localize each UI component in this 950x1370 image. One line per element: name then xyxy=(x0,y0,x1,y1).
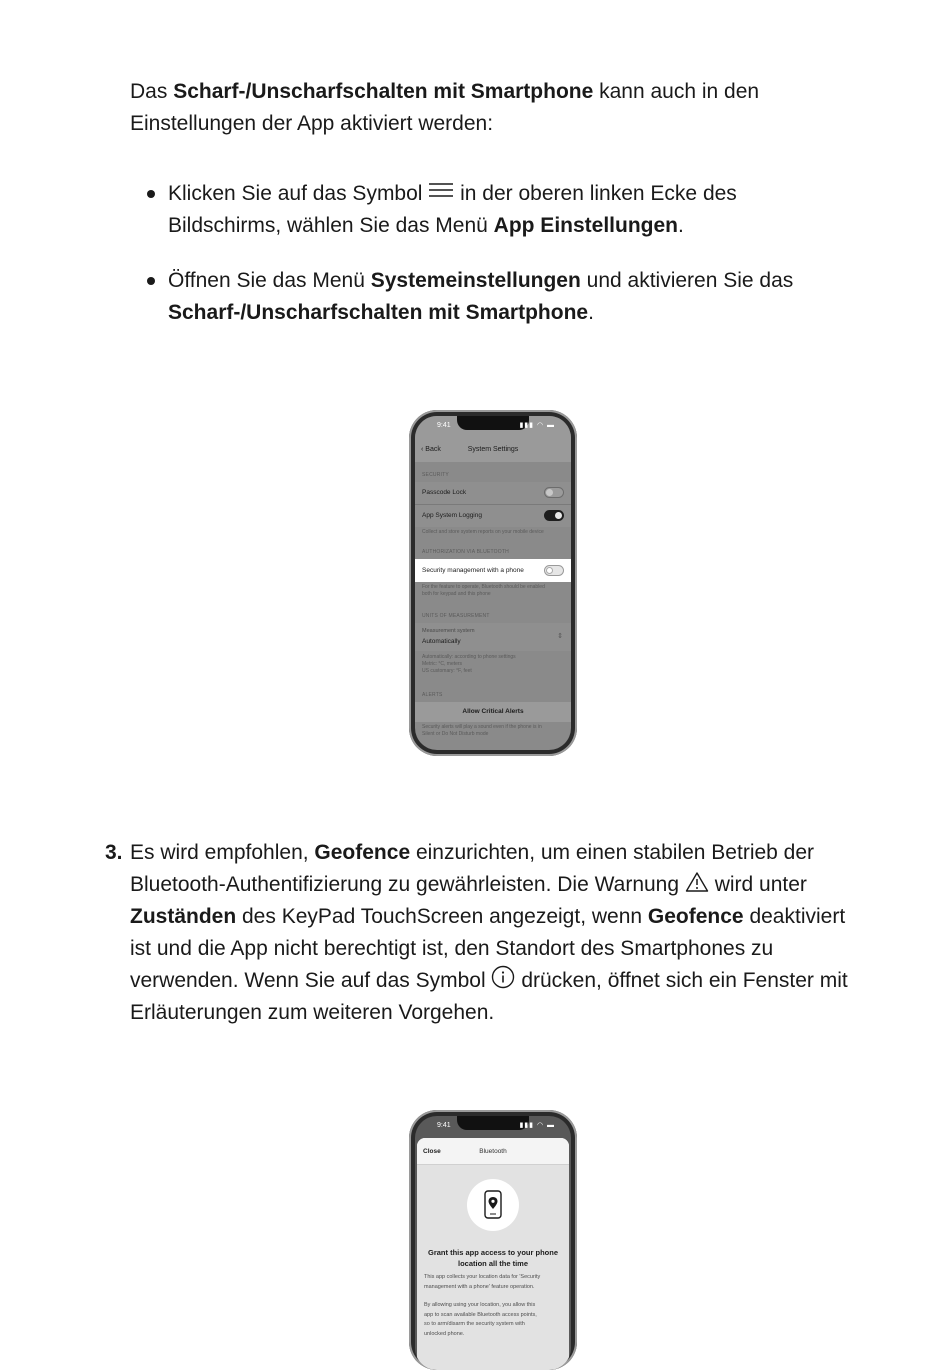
status-bar: 9:41 ▮▮▮ ◠ ▬ xyxy=(437,422,555,429)
section-header-security: SECURITY xyxy=(422,472,449,478)
app-logging-toggle[interactable] xyxy=(544,510,564,521)
close-button[interactable]: Close xyxy=(423,1148,441,1155)
nav-header xyxy=(415,446,571,458)
bluetooth-note: For the feature to operate, Bluetooth should be enabled both for keypad and this phone xyxy=(422,584,545,597)
step-3-line-1: Es wird empfohlen, Geofence einzurichten, um einen stabilen Betrieb der xyxy=(130,841,815,864)
modal-sheet xyxy=(417,1138,569,1370)
modal-title: Bluetooth xyxy=(479,1148,507,1155)
step-3-line-6: Erläuterungen zum weiteren Vorgehen. xyxy=(130,1001,495,1024)
passcode-lock-toggle[interactable] xyxy=(544,487,564,498)
step-3-line-3: Zuständen des KeyPad TouchScreen angezeigt, wenn Geofence deaktiviert xyxy=(130,905,846,928)
bullet-2-line-1: Öffnen Sie das Menü Systemeinstellungen und aktivieren Sie das xyxy=(168,269,794,292)
signal-battery-icon: ▮▮▮ ◠ ▬ xyxy=(519,422,555,429)
location-phone-icon xyxy=(467,1179,519,1231)
chevron-left-icon: ‹ xyxy=(421,446,424,453)
intro-line-2: Einstellungen der App aktiviert werden: xyxy=(130,112,494,135)
bullet-2-line-2: Scharf-/Unscharfschalten mit Smartphone. xyxy=(168,301,594,324)
passcode-lock-row[interactable]: Passcode Lock xyxy=(415,482,571,505)
units-note: Automatically: according to phone settings Metric: °C, meters US customary: °F, feet xyxy=(422,654,516,674)
phone-screen xyxy=(415,416,571,750)
app-logging-row[interactable]: App System Logging xyxy=(415,505,571,527)
menu-icon xyxy=(428,180,454,202)
allow-alerts-button[interactable]: Allow Critical Alerts xyxy=(415,702,571,722)
bullet-dot xyxy=(147,277,155,285)
info-icon xyxy=(491,965,515,989)
bullet-1-line-2: Bildschirms, wählen Sie das Menü App Einstellungen. xyxy=(168,214,684,237)
chevron-updown-icon: ⇕ xyxy=(557,633,563,640)
description-2: By allowing using your location, you allow this app to scan available Bluetooth access points, so to arm/disarm the security system with unlocked phone. xyxy=(424,1302,537,1337)
screen-title: System Settings xyxy=(467,446,519,453)
bullet-dot xyxy=(147,190,155,198)
section-header-units: UNITS OF MEASUREMENT xyxy=(422,613,490,619)
bullet-1-line-1: Klicken Sie auf das Symbol in der oberen linken Ecke des xyxy=(168,182,737,205)
phone-screen xyxy=(415,1116,571,1370)
phone-mockup-system-settings xyxy=(409,410,577,756)
security-mgmt-row[interactable]: Security management with a phone xyxy=(415,559,571,582)
section-header-auth: AUTHORIZATION VIA BLUETOOTH xyxy=(422,549,509,555)
modal-header xyxy=(417,1138,569,1165)
step-3-line-5: verwenden. Wenn Sie auf das Symbol drücken, öffnet sich ein Fenster mit xyxy=(130,965,848,997)
alerts-note: Security alerts will play a sound even if the phone is in Silent or Do Not Disturb mode xyxy=(422,724,542,737)
phone-mockup-bluetooth xyxy=(409,1110,577,1370)
step-3-line-2: Bluetooth-Authentifizierung zu gewährleisten. Die Warnung wird unter xyxy=(130,873,807,896)
step-3-number: 3. xyxy=(105,841,123,864)
measurement-row[interactable]: Measurement system Automatically ⇕ xyxy=(415,623,571,651)
intro-line-1: Das Scharf-/Unscharfschalten mit Smartphone kann auch in den xyxy=(130,80,760,103)
section-header-alerts: ALERTS xyxy=(422,692,443,698)
step-3-line-4: ist und die App nicht berechtigt ist, den Standort des Smartphones zu xyxy=(130,937,774,960)
logging-note: Collect and store system reports on your mobile device xyxy=(422,529,544,535)
signal-battery-icon: ▮▮▮ ◠ ▬ xyxy=(519,1122,555,1129)
security-mgmt-toggle[interactable] xyxy=(544,565,564,576)
warning-icon xyxy=(685,871,709,893)
grant-title: Grant this app access to your phone location all the time xyxy=(427,1248,559,1268)
description-1: This app collects your location data for 'Security management with a phone' feature operation. xyxy=(424,1274,541,1290)
back-button[interactable]: ‹ Back xyxy=(421,446,441,453)
status-bar: 9:41 ▮▮▮ ◠ ▬ xyxy=(437,1122,555,1129)
